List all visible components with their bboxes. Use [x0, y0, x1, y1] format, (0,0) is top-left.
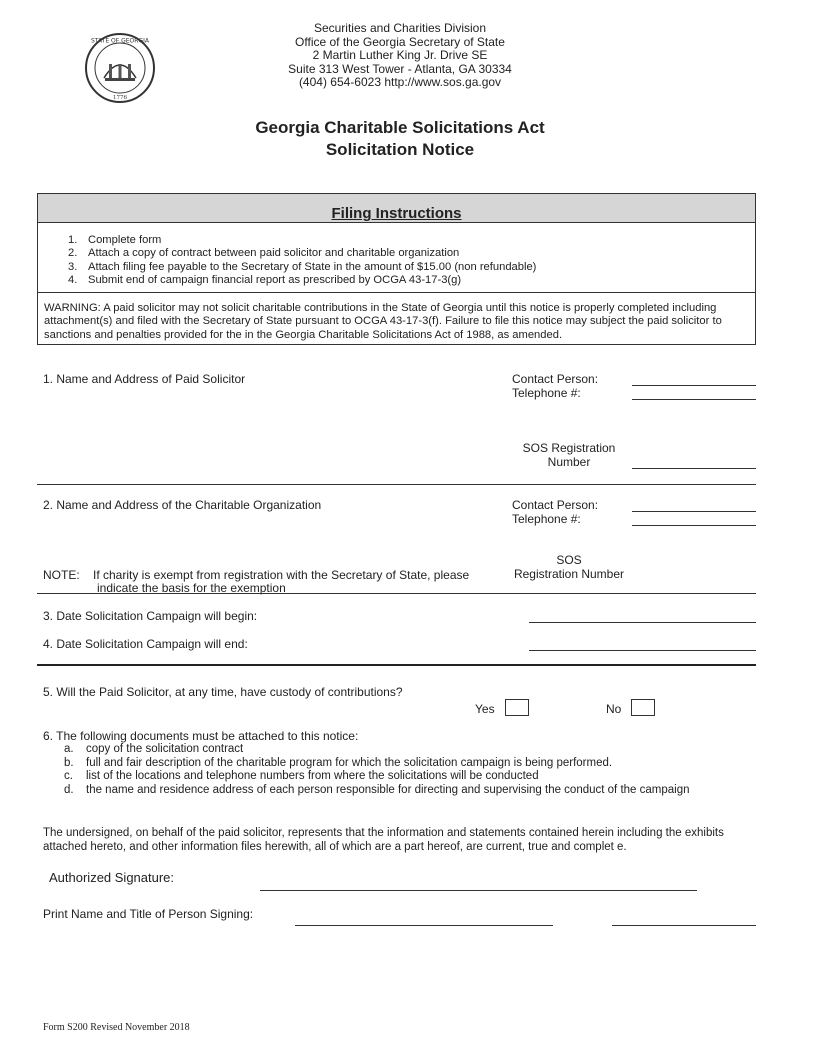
campaign-end-date-input[interactable]	[529, 650, 756, 651]
section1-label: 1. Name and Address of Paid Solicitor	[43, 372, 246, 386]
divider	[37, 664, 756, 666]
list-item: d. the name and residence address of each person responsible for directing and supervising the conduct of the campaign	[64, 783, 690, 796]
section1-contact-input[interactable]	[632, 385, 756, 386]
office-address-block	[230, 22, 570, 90]
print-name-input[interactable]	[295, 925, 553, 926]
georgia-state-seal	[84, 32, 156, 104]
section4-label: 4. Date Solicitation Campaign will end:	[43, 637, 248, 651]
note-text-2: indicate the basis for the exemption	[97, 581, 286, 595]
print-name-label: Print Name and Title of Person Signing:	[43, 907, 254, 921]
signature-label: Authorized Signature:	[49, 870, 175, 885]
section2-contact-input[interactable]	[632, 511, 756, 512]
section2-phone-input[interactable]	[632, 525, 756, 526]
section3-label: 3. Date Solicitation Campaign will begin:	[43, 609, 258, 623]
section2-label: 2. Name and Address of the Charitable Organization	[43, 498, 322, 512]
filing-instructions-heading: Filing Instructions	[38, 194, 755, 223]
list-item: b. full and fair description of the charitable program for which the solicitation campaign is being performed.	[64, 756, 613, 769]
campaign-begin-date-input[interactable]	[529, 622, 756, 623]
title-line-1: Georgia Charitable Solicitations Act	[255, 118, 545, 137]
page-title	[160, 117, 640, 161]
yes-checkbox[interactable]	[505, 699, 529, 716]
warning-text: WARNING: A paid solicitor may not solicit charitable contributions in the State of Georgia until this notice is properly completed including attachment(s) and filed with the Secretary of State pursuant to OCGA 43-17-3(f). Failure to file this notice may subject the paid solicitor to sanctions and penalties provided for the in the Georgia Charitable Solicitations Act of 1988, as amended.	[44, 302, 722, 341]
section1-sos-label-1: SOS Registration	[522, 441, 616, 455]
note-text-1: If charity is exempt from registration with the Secretary of State, please	[93, 568, 470, 582]
instruction-step: 4. Submit end of campaign financial report as prescribed by OCGA 43-17-3(g)	[68, 274, 462, 287]
section1-phone-input[interactable]	[632, 399, 756, 400]
required-documents-list	[64, 743, 690, 797]
section1-sos-input[interactable]	[632, 468, 756, 469]
section1-sos-label-2: Number	[547, 455, 591, 469]
form-revision-footer: Form S200 Revised November 2018	[43, 1022, 190, 1033]
title-line-2: Solicitation Notice	[325, 140, 475, 159]
attestation-text: The undersigned, on behalf of the paid solicitor, represents that the information and statements contained herein including the exhibits attached hereto, and other information files herewith, all of which are a part hereof, are current, true and complet e.	[43, 827, 724, 853]
section6-label: 6. The following documents must be attached to this notice:	[43, 729, 359, 743]
instruction-step: 1. Complete form	[68, 234, 162, 246]
instruction-step: 3. Attach filing fee payable to the Secretary of State in the amount of $15.00 (non refundable)	[68, 260, 537, 273]
no-checkbox[interactable]	[631, 699, 655, 716]
list-item: a. copy of the solicitation contract	[64, 743, 244, 755]
section2-contact-label: Contact Person:	[512, 498, 599, 512]
no-label: No	[606, 702, 622, 716]
divider	[37, 593, 756, 594]
divider	[38, 292, 755, 293]
title-input[interactable]	[612, 925, 756, 926]
section5-label: 5. Will the Paid Solicitor, at any time, have custody of contributions?	[43, 685, 403, 699]
list-item: c. list of the locations and telephone numbers from where the solicitations will be conducted	[64, 770, 539, 783]
note-label: NOTE:	[43, 568, 80, 582]
section1-contact-label: Contact Person:	[512, 372, 599, 386]
divider	[37, 484, 756, 485]
header-line: Securities and Charities Division	[313, 21, 487, 35]
yes-label: Yes	[475, 702, 495, 716]
instruction-step: 2. Attach a copy of contract between paid solicitor and charitable organization	[68, 247, 460, 260]
filing-instructions-box	[37, 193, 756, 345]
signature-input[interactable]	[260, 890, 697, 891]
svg-text:1776: 1776	[113, 95, 127, 101]
section2-sos-label-2: Registration Number	[513, 567, 625, 581]
header-line: Suite 313 West Tower - Atlanta, GA 30334	[288, 61, 512, 76]
header-line: (404) 654-6023 http://www.sos.ga.gov	[298, 75, 502, 90]
svg-text:STATE OF GEORGIA: STATE OF GEORGIA	[91, 37, 149, 45]
instruction-steps	[68, 234, 536, 288]
section2-sos-label-1: SOS	[556, 553, 582, 567]
header-line: Office of the Georgia Secretary of State	[295, 34, 505, 49]
section1-phone-label: Telephone #:	[512, 386, 581, 400]
header-line: 2 Martin Luther King Jr. Drive SE	[312, 48, 488, 63]
section2-phone-label: Telephone #:	[512, 512, 581, 526]
